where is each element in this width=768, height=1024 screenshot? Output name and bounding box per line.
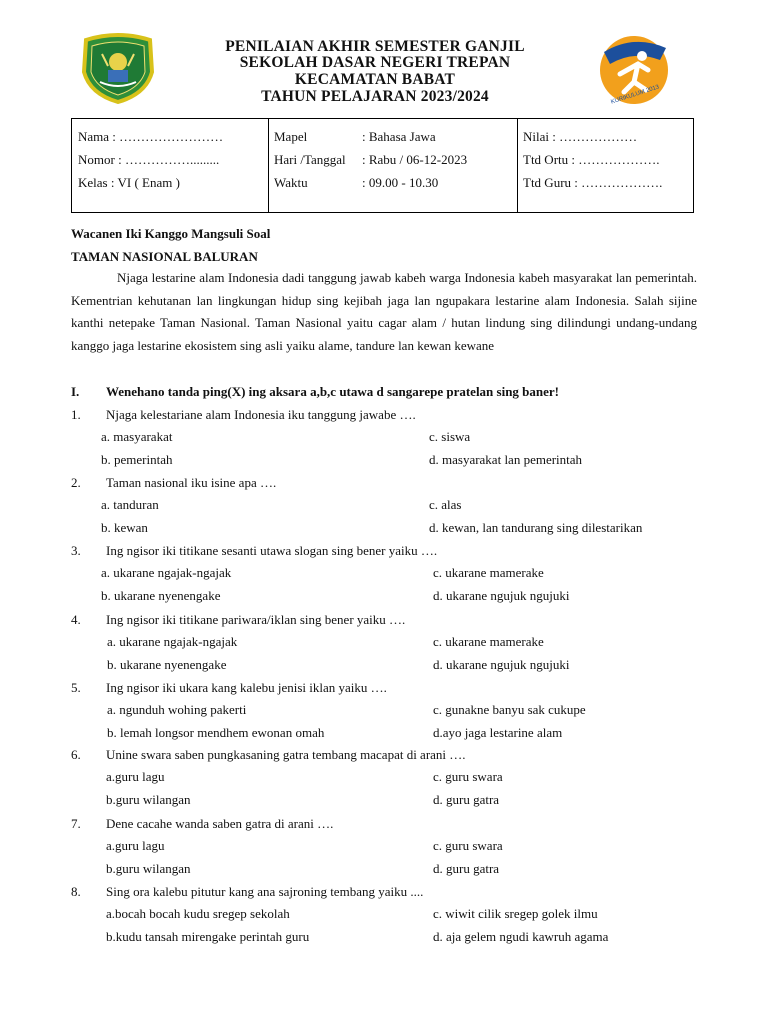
option-b[interactable]: b. ukarane nyenengake: [107, 657, 227, 672]
regency-emblem-icon: [78, 32, 158, 104]
question-number: 4.: [71, 612, 81, 627]
option-c[interactable]: c. wiwit cilik sregep golek ilmu: [433, 906, 598, 921]
name-field[interactable]: Nama : ……………………: [78, 129, 224, 144]
option-a[interactable]: a. masyarakat: [101, 429, 173, 444]
question-number: 1.: [71, 407, 81, 422]
number-field[interactable]: Nomor : …………….........: [78, 152, 220, 167]
score-field[interactable]: Nilai : ………………: [523, 129, 638, 144]
option-c[interactable]: c. guru swara: [433, 769, 503, 784]
student-info-box: [71, 118, 694, 213]
teacher-signature-field[interactable]: Ttd Guru : ……………….: [523, 175, 663, 190]
parent-signature-field[interactable]: Ttd Ortu : ……………….: [523, 152, 660, 167]
header-academic-year: TAHUN PELAJARAN 2023/2024: [261, 88, 489, 105]
question-text: Dene cacahe wanda saben gatra di arani ….: [106, 816, 334, 831]
date-label: Hari /Tanggal: [274, 152, 346, 167]
option-c[interactable]: c. gunakne banyu sak cukupe: [433, 702, 586, 717]
option-b[interactable]: b. kewan: [101, 520, 148, 535]
kurikulum-logo-text: KURIKULUM 2013: [610, 84, 661, 106]
option-c[interactable]: c. ukarane mamerake: [433, 634, 544, 649]
option-d[interactable]: d. ukarane ngujuk ngujuki: [433, 588, 570, 603]
option-a[interactable]: a.guru lagu: [106, 838, 165, 853]
reading-title: TAMAN NASIONAL BALURAN: [71, 249, 258, 264]
subject-label: Mapel: [274, 129, 308, 144]
option-c[interactable]: c. siswa: [429, 429, 471, 444]
option-b[interactable]: b.guru wilangan: [106, 792, 191, 807]
question-number: 6.: [71, 747, 81, 762]
option-d[interactable]: d. aja gelem ngudi kawruh agama: [433, 929, 609, 944]
question-number: 3.: [71, 543, 81, 558]
option-a[interactable]: a.guru lagu: [106, 769, 165, 784]
reading-intro: Wacanen Iki Kanggo Mangsuli Soal: [71, 226, 271, 241]
option-a[interactable]: a. ukarane ngajak-ngajak: [107, 634, 238, 649]
option-b[interactable]: b. pemerintah: [101, 452, 173, 467]
header-district: KECAMATAN BABAT: [294, 71, 456, 88]
option-d[interactable]: d. guru gatra: [433, 861, 500, 876]
subject-value: : Bahasa Jawa: [362, 129, 436, 144]
option-c[interactable]: c. ukarane mamerake: [433, 565, 544, 580]
question-number: 5.: [71, 680, 81, 695]
option-b[interactable]: b.guru wilangan: [106, 861, 191, 876]
question-text: Ing ngisor iki titikane sesanti utawa slogan sing bener yaiku ….: [106, 543, 438, 558]
option-b[interactable]: b.kudu tansah mirengake perintah guru: [106, 929, 310, 944]
option-c[interactable]: c. alas: [429, 497, 462, 512]
option-d[interactable]: d. guru gatra: [433, 792, 500, 807]
option-d[interactable]: d. masyarakat lan pemerintah: [429, 452, 583, 467]
section-number: I.: [71, 384, 80, 399]
time-label: Waktu: [274, 175, 308, 190]
question-number: 7.: [71, 816, 81, 831]
option-d[interactable]: d. kewan, lan tandurang sing dilestarikan: [429, 520, 643, 535]
section-instruction: Wenehano tanda ping(X) ing aksara a,b,c utawa d sangarepe pratelan sing baner!: [106, 384, 560, 399]
reading-body: Njaga lestarine alam Indonesia dadi tanggung jawab kabeh warga Indonesia kabeh masyarakat lan pemerintah. Kementrian kehutanan lan lingkungan hidup sing kejibah jaga lan ngupakara lestarine alam Indonesia. Salah sijine kanthi netepake Taman Nasional. Taman Nasional yaitu cagar alam / hutan lindung sing dilindungi undang-undang kanggo jaga lestarine ekosistem sing asli yaiku alame, tandure lan kewan kewane: [71, 270, 697, 353]
question-text: Ing ngisor iki titikane pariwara/iklan sing bener yaiku ….: [106, 612, 406, 627]
question-text: Unine swara saben pungkasaning gatra tembang macapat di arani ….: [106, 747, 466, 762]
option-d[interactable]: d.ayo jaga lestarine alam: [433, 725, 563, 740]
question-number: 8.: [71, 884, 81, 899]
option-a[interactable]: a. ngunduh wohing pakerti: [107, 702, 247, 717]
header-school-name: SEKOLAH DASAR NEGERI TREPAN: [239, 54, 511, 71]
kurikulum-logo-icon: [590, 30, 678, 110]
question-text: Sing ora kalebu pitutur kang ana sajroning tembang yaiku ....: [106, 884, 424, 899]
option-c[interactable]: c. guru swara: [433, 838, 503, 853]
question-text: Taman nasional iku isine apa ….: [106, 475, 277, 490]
header-title-line1: PENILAIAN AKHIR SEMESTER GANJIL: [225, 38, 525, 55]
option-a[interactable]: a. ukarane ngajak-ngajak: [101, 565, 232, 580]
option-b[interactable]: b. lemah longsor mendhem ewonan omah: [107, 725, 325, 740]
question-text: Njaga kelestariane alam Indonesia iku tanggung jawabe ….: [106, 407, 416, 422]
question-number: 2.: [71, 475, 81, 490]
time-value: : 09.00 - 10.30: [362, 175, 439, 190]
option-b[interactable]: b. ukarane nyenengake: [101, 588, 221, 603]
question-text: Ing ngisor iki ukara kang kalebu jenisi iklan yaiku ….: [106, 680, 387, 695]
option-a[interactable]: a. tanduran: [101, 497, 159, 512]
option-d[interactable]: d. ukarane ngujuk ngujuki: [433, 657, 570, 672]
date-value: : Rabu / 06-12-2023: [362, 152, 468, 167]
option-a[interactable]: a.bocah bocah kudu sregep sekolah: [106, 906, 290, 921]
class-field: Kelas : VI ( Enam ): [78, 175, 180, 190]
